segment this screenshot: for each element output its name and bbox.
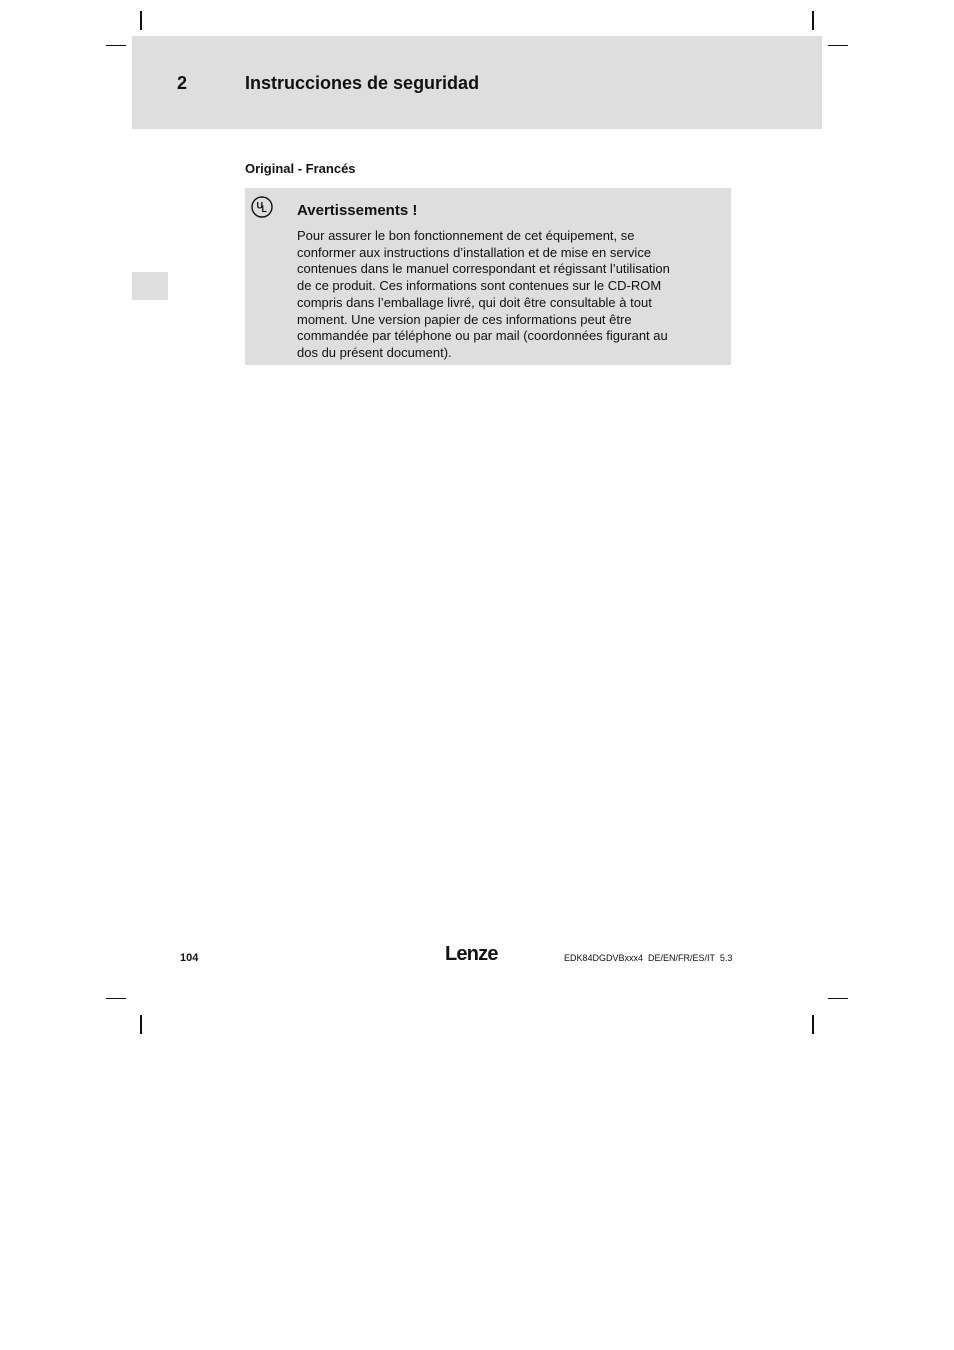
crop-mark [106, 45, 126, 46]
crop-mark [140, 1015, 142, 1034]
svg-text:U: U [256, 200, 263, 211]
page-number: 104 [180, 952, 199, 964]
crop-mark [140, 11, 142, 30]
warning-title: Avertissements ! [297, 202, 418, 219]
warning-line: de ce produit. Ces informations sont contenues sur le CD-ROM [297, 278, 662, 294]
warning-line: commandée par téléphone ou par mail (coordonnées figurant au [297, 328, 668, 344]
side-thumb-tab [132, 272, 168, 300]
section-label: Original - Francés [245, 161, 356, 176]
chapter-number: 2 [177, 73, 188, 93]
crop-mark [812, 1015, 814, 1034]
warning-body [297, 228, 721, 362]
warning-line: conformer aux instructions d’installation et de mise en service [297, 244, 652, 260]
crop-mark [106, 998, 126, 999]
chapter-title: Instrucciones de seguridad [245, 73, 480, 93]
warning-line: moment. Une version papier de ces informations peut être [297, 311, 632, 327]
crop-mark [828, 998, 848, 999]
warning-line: dos du présent document). [297, 344, 452, 360]
warning-line: contenues dans le manuel correspondant et régissant l’utilisation [297, 261, 670, 277]
lenze-logo: Lenze [445, 943, 498, 965]
warning-line: Pour assurer le bon fonctionnement de cet équipement, se [297, 228, 635, 243]
crop-mark [812, 11, 814, 30]
ul-certification-icon [251, 196, 273, 218]
document-code: EDK84DGDVBxxx4 DE/EN/FR/ES/IT 5.3 [564, 953, 733, 963]
warning-line: compris dans l’emballage livré, qui doit être consultable à tout [297, 294, 652, 310]
crop-mark [828, 45, 848, 46]
svg-text:L: L [261, 204, 267, 214]
